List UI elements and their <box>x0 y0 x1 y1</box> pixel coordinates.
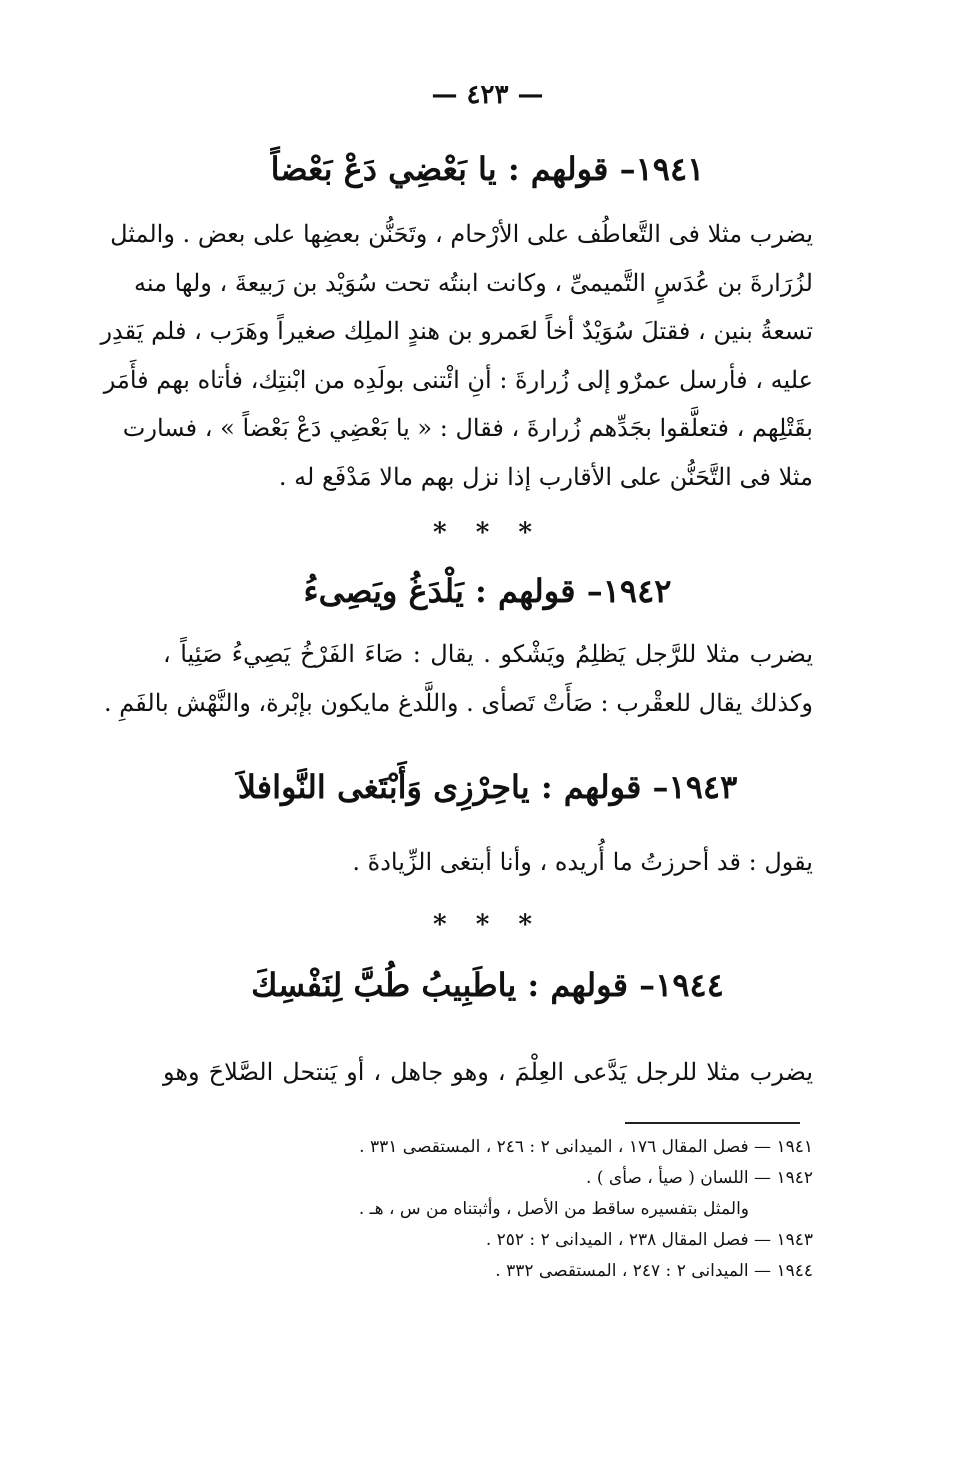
entry-line: عليه ، فأرسل عمرٌو إلى زُرارةَ : أنِ ائْتنى بولَدِه من ابْنتِك، فأتاه بهم فأَمَر <box>103 365 813 394</box>
entry-line: لزُرَارةَ بن عُدَسٍ التَّميمىِّ ، وكانت ابنتُه تحت سُوَيْد بن رَبيعةَ ، ولها منه <box>134 268 813 297</box>
entry-line: يقول : قد أحرزتُ ما أُريده ، وأنا أبتغى الزِّيادةَ . <box>352 848 813 876</box>
entry-body-1942 <box>104 630 813 727</box>
footnote: ١٩٤٤ — الميدانى ٢ : ٢٤٧ ، المستقصى ٣٣٢ . <box>495 1261 813 1281</box>
entry-line: تسعةُ بنين ، فقتلَ سُوَيْدٌ أخاً لعَمرو بن هندٍ الملِك صغيراً وهَرَب ، فلم يَقدِر <box>100 317 813 345</box>
footnote: ١٩٤٣ — فصل المقال ٢٣٨ ، الميدانى ٢ : ٢٥٢ . <box>485 1230 813 1250</box>
footnote: ١٩٤١ — فصل المقال ١٧٦ ، الميدانى ٢ : ٢٤٦ ، المستقصى ٣٣١ . <box>359 1137 813 1157</box>
entry-heading-1941: ١٩٤١– قولهم : يا بَعْضِي دَعْ بَعْضاً <box>270 150 705 188</box>
footnotes <box>173 1132 813 1287</box>
entry-line: يضرب مثلا فى التَّعاطُف على الأرْحام ، وتَحَنُّن بعضِها على بعض . والمثل <box>110 220 813 248</box>
section-separator: * * * <box>433 910 542 940</box>
entry-line: يضرب مثلا للرَّجل يَظلِمُ ويَشْكو . يقال : صَاءَ الفَرْخُ يَصِيءُ صَئِياً ، <box>163 640 813 668</box>
entry-body-1941 <box>100 210 813 501</box>
entry-line: بقَتْلِهم ، فتعلَّقوا بجَدِّهم زُرارةَ ، فقال : « يا بَعْضِي دَعْ بَعْضاً » ، فسارت <box>122 414 813 442</box>
footnote: ١٩٤٢ — اللسان ( صيأ ، صأى ) . <box>586 1168 813 1188</box>
entry-body-1943 <box>163 838 813 887</box>
entry-line: مثلا فى التَّحَنُّن على الأقارب إذا نزل بهم مالا مَدْفَع له . <box>278 462 813 491</box>
section-separator: * * * <box>433 518 542 548</box>
footnote-divider <box>625 1122 800 1124</box>
entry-heading-1944: ١٩٤٤– قولهم : ياطَبِيبُ طُبَّ لِنَفْسِكَ <box>251 966 724 1004</box>
entry-heading-1942: ١٩٤٢– قولهم : يَلْدَغُ ويَصِىءُ <box>303 572 672 610</box>
entry-line: وكذلك يقال للعقْرب : صَأَتْ تَصأى . واللَّدغ مايكون بإبْرة، والنَّهْش بالفَمِ . <box>104 688 813 717</box>
footnote: والمثل بتفسيره ساقط من الأصل ، وأثبتناه من س ، هـ . <box>358 1199 749 1219</box>
entry-body-1944 <box>163 1048 813 1097</box>
entry-heading-1943: ١٩٤٣– قولهم : ياحِرْزِى وَأَبْتَغى النَّوافلاَ <box>237 768 738 806</box>
entry-line: يضرب مثلا للرجل يَدَّعى العِلْمَ ، وهو جاهل ، أو يَنتحل الصَّلاحَ وهو <box>163 1058 813 1086</box>
page-number: — ٤٢٣ — <box>431 80 544 110</box>
